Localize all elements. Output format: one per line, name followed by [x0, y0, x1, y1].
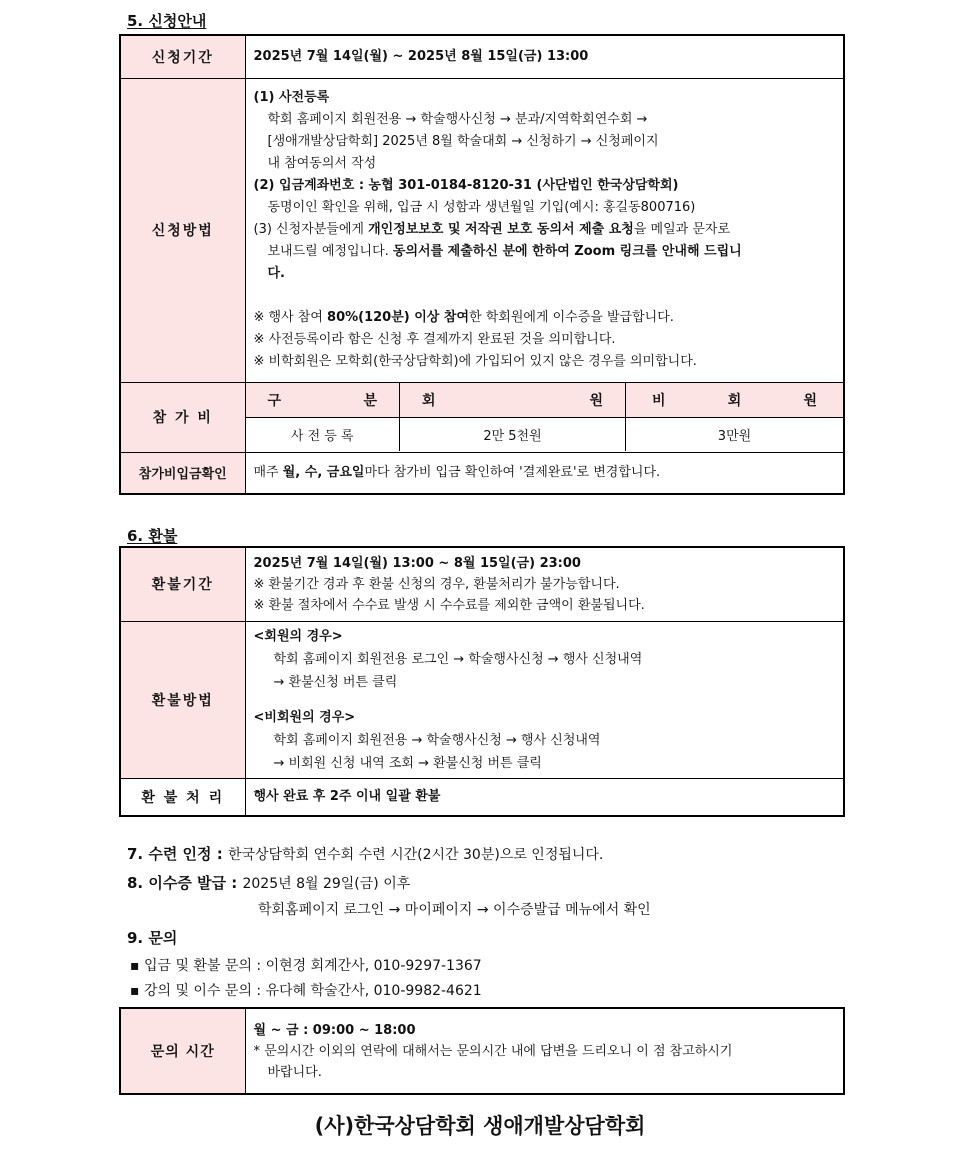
refund-process-label: 환 불 처 리 — [120, 778, 245, 816]
method-label: 신청방법 — [120, 78, 245, 382]
refund-note: ※ 환불기간 경과 후 환불 신청의 경우, 환불처리가 불가능합니다. — [253, 576, 620, 592]
fee-header-nonmember: 비 회 원 — [626, 383, 844, 417]
refund-period-content — [245, 547, 844, 621]
m3-line: (3) 신청자분들에게 개인정보보호 및 저작권 보호 동의서 제출 요청을 메일과 문자로 — [253, 222, 731, 237]
hours-content — [245, 1008, 844, 1094]
refund-method-content — [245, 621, 844, 778]
section-9-heading: 9. 문의 — [127, 929, 178, 947]
m3-line: 다. — [267, 266, 285, 281]
hours-table — [119, 1007, 845, 1095]
m1-line: [생애개발상담학회] 2025년 8월 학술대회 → 신청하기 → 신청페이지 — [267, 134, 659, 149]
hours-note: 바랍니다. — [267, 1064, 322, 1080]
nonmember-case-title: <비회원의 경우> — [253, 709, 356, 725]
footer-org-name: (사)한국상담학회 생애개발상담학회 — [314, 1114, 646, 1138]
confirm-label: 참가비입금확인 — [120, 452, 245, 494]
fee-cell — [245, 382, 844, 452]
member-case-line: → 환불신청 버튼 클릭 — [273, 674, 398, 690]
contact-bullet: ▪ 입금 및 환불 문의 : 이현경 회계간사, 010-9297-1367 — [130, 958, 482, 974]
section-6-heading: 6. 환불 — [127, 527, 178, 545]
section-8-line: 8. 이수증 발급 : 2025년 8월 29일(금) 이후 — [127, 874, 411, 892]
fee-nonmember-value: 3만원 — [717, 428, 752, 444]
note-line: ※ 비학회원은 모학회(한국상담학회)에 가입되어 있지 않은 경우를 의미합니다. — [253, 354, 697, 369]
refund-period-label: 환불기간 — [120, 547, 245, 621]
section-7-line: 7. 수련 인정 : 한국상담학회 연수회 수련 시간(2시간 30분)으로 인정됩니다. — [127, 845, 604, 863]
section-5-heading: 5. 신청안내 — [127, 12, 207, 30]
application-table — [119, 34, 845, 495]
m1-line: 내 참여동의서 작성 — [267, 156, 377, 171]
m2-line: 동명이인 확인을 위해, 입금 시 성함과 생년월일 기입(예시: 홍길동800716) — [267, 200, 696, 215]
refund-note: ※ 환불 절차에서 수수료 발생 시 수수료를 제외한 금액이 환불됩니다. — [253, 597, 645, 613]
hours-value: 월 ~ 금 : 09:00 ~ 18:00 — [253, 1022, 416, 1038]
m2-title: (2) 입금계좌번호 : 농협 301-0184-8120-31 (사단법인 한국상담학회) — [253, 178, 679, 193]
refund-period-value: 2025년 7월 14일(월) 13:00 ~ 8월 15일(금) 23:00 — [253, 555, 581, 571]
hours-note: * 문의시간 이외의 연락에 대해서는 문의시간 내에 답변을 드리오니 이 점 참고하시기 — [253, 1043, 733, 1059]
note-line: ※ 사전등록이라 함은 신청 후 결제까지 완료된 것을 의미합니다. — [253, 332, 616, 347]
hours-label: 문의 시간 — [120, 1008, 245, 1094]
refund-method-label: 환불방법 — [120, 621, 245, 778]
member-case-title: <회원의 경우> — [253, 628, 343, 644]
note-line: ※ 행사 참여 80%(120분) 이상 참여한 학회원에게 이수증을 발급합니다. — [253, 310, 674, 325]
fee-row-label: 사 전 등 록 — [246, 417, 400, 451]
confirm-value: 매주 월, 수, 금요일마다 참가비 입금 확인하여 '결제완료'로 변경합니다. — [245, 452, 844, 494]
fee-header-member: 회 원 — [400, 383, 626, 417]
refund-table — [119, 546, 845, 817]
refund-process-value: 행사 완료 후 2주 이내 일괄 환불 — [245, 778, 844, 816]
period-value: 2025년 7월 14일(월) ~ 2025년 8월 15일(금) 13:00 — [245, 35, 844, 78]
nonmember-case-line: → 비회원 신청 내역 조회 → 환불신청 버튼 클릭 — [273, 755, 542, 771]
period-label: 신청기간 — [120, 35, 245, 78]
fee-table — [246, 383, 844, 451]
contact-bullet: ▪ 강의 및 이수 문의 : 유다혜 학술간사, 010-9982-4621 — [130, 983, 482, 999]
fee-member-value: 2만 5천원 — [400, 417, 626, 451]
member-case-line: 학회 홈페이지 회원전용 로그인 → 학술행사신청 → 행사 신청내역 — [273, 651, 643, 667]
fee-header-category: 구 분 — [246, 383, 400, 417]
section-8-line2: 학회홈페이지 로그인 → 마이페이지 → 이수증발급 메뉴에서 확인 — [258, 902, 651, 918]
method-content — [245, 78, 844, 382]
fee-label: 참 가 비 — [120, 382, 245, 452]
m1-line: 학회 홈페이지 회원전용 → 학술행사신청 → 분과/지역학회연수회 → — [267, 112, 648, 127]
nonmember-case-line: 학회 홈페이지 회원전용 → 학술행사신청 → 행사 신청내역 — [273, 732, 601, 748]
m3-line: 보내드릴 예정입니다. 동의서를 제출하신 분에 한하여 Zoom 링크를 안내해 드립니 — [267, 244, 742, 259]
m1-title: (1) 사전등록 — [253, 90, 330, 105]
